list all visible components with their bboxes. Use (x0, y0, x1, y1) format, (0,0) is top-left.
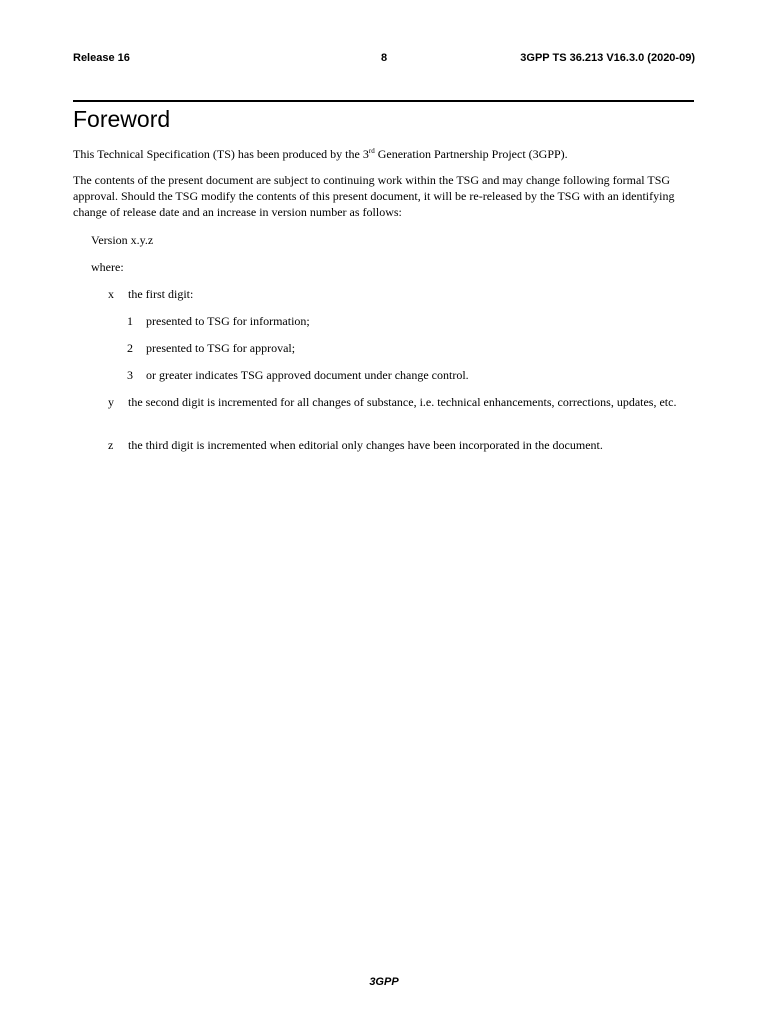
version-line: Version x.y.z (91, 233, 154, 247)
page-header (73, 50, 695, 66)
list-marker: 3 (127, 368, 133, 382)
list-item-text: the first digit: (128, 287, 194, 301)
paragraph-contents-subject: The contents of the present document are subject to continuing work within the TSG and may change following formal TSG approval. Should the TSG modify the contents of this present document, it will be re-released by the TSG with an identifying change of release date and an increase in version number as follows: (73, 173, 675, 219)
list-marker: 1 (127, 314, 133, 328)
list-item-text: or greater indicates TSG approved document under change control. (146, 368, 469, 382)
list-marker: y (108, 395, 114, 409)
release-label: Release 16 (73, 52, 130, 64)
ordinal-superscript: rd (368, 147, 375, 155)
page-footer: 3GPP (369, 976, 399, 988)
page-number: 8 (380, 52, 388, 64)
where-line: where: (91, 260, 124, 274)
paragraph-produced-by-end: Generation Partnership Project (3GPP). (374, 147, 568, 161)
list-marker: x (108, 287, 114, 301)
list-item-text: presented to TSG for approval; (146, 341, 296, 355)
list-item-text: the second digit is incremented for all changes of substance, i.e. technical enhancements, corrections, updates, etc. (128, 395, 677, 409)
list-item-text: the third digit is incremented when editorial only changes have been incorporated in the document. (128, 438, 603, 452)
list-marker: 2 (127, 341, 133, 355)
paragraph-produced-by-start: This Technical Specification (TS) has been produced by the 3 (73, 147, 369, 161)
list-item-text: presented to TSG for information; (146, 314, 310, 328)
section-title: Foreword (73, 106, 171, 132)
list-marker: z (108, 438, 114, 452)
heading-rule (73, 100, 694, 102)
paragraph-produced-by (73, 146, 695, 162)
document-id: 3GPP TS 36.213 V16.3.0 (2020-09) (520, 52, 695, 64)
